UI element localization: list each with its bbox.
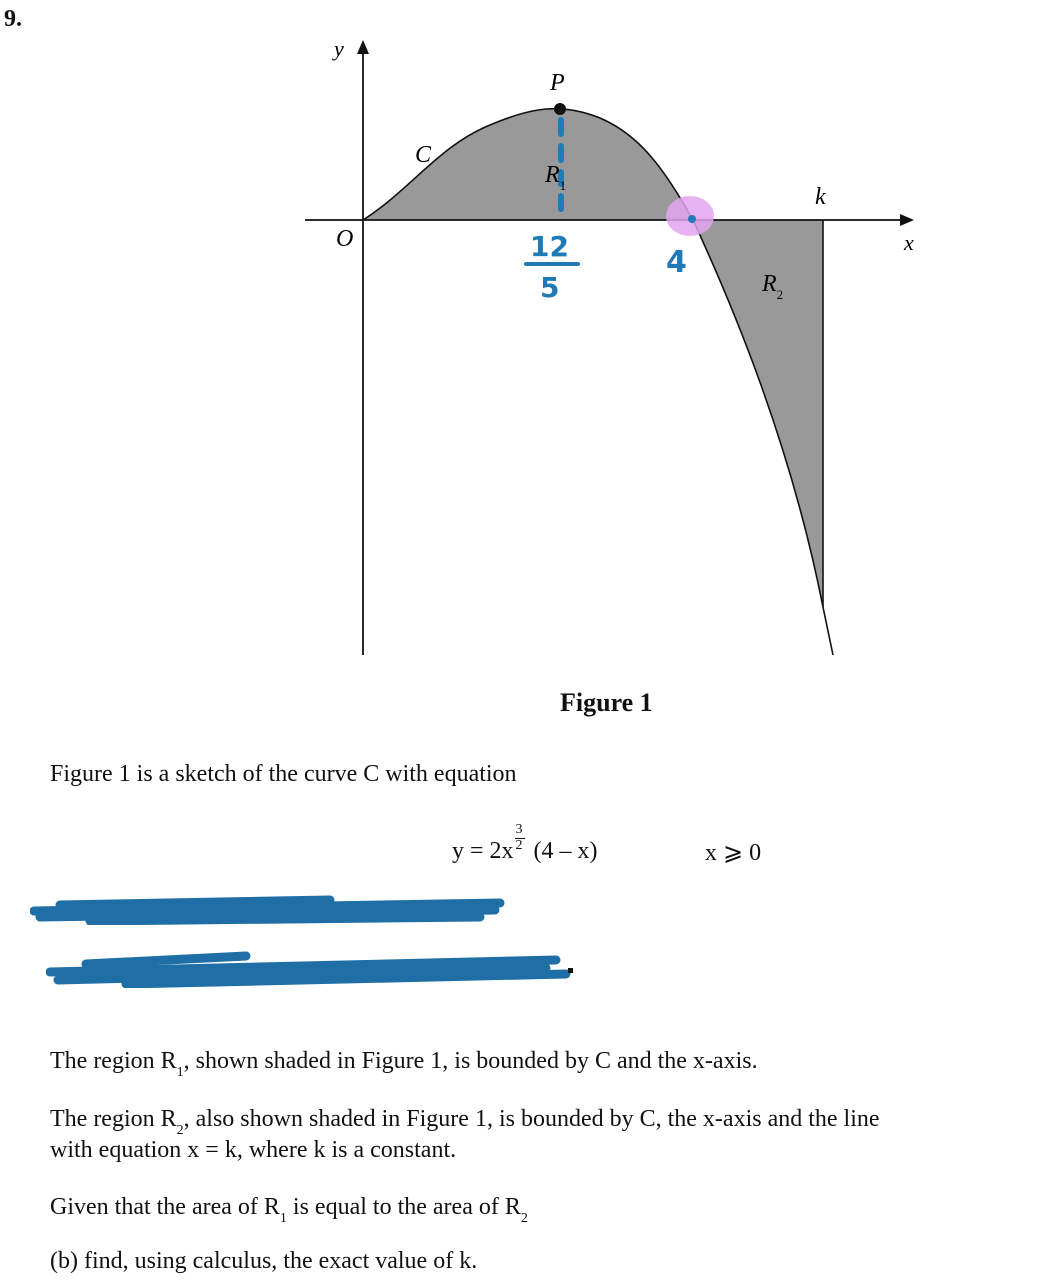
svg-text:5: 5 <box>540 271 560 304</box>
given-text: Given that the area of $R_1$ is equal to the area of $R_2$ <box>50 1194 528 1226</box>
part-b-text: (b) find, using calculus, the exact value of k. <box>50 1248 478 1274</box>
region1-text: The region $R_1$, shown shaded in Figure 1, is bounded by C and the x-axis. <box>50 1048 758 1080</box>
handwritten-fraction <box>526 230 578 304</box>
y-axis-arrow <box>357 40 369 54</box>
equation: y = 2x $\frac{3}{2}$ (4 – x) <box>452 822 598 864</box>
curve-label: C <box>415 142 432 168</box>
handwritten-root-4: 4 <box>666 245 687 280</box>
intro-text: Figure 1 is a sketch of the curve C with equation <box>50 761 517 787</box>
region2-label: $R_2$ <box>762 271 784 302</box>
point-p-label: P <box>550 70 565 96</box>
redaction-scribble-1 <box>30 895 505 925</box>
origin-label: O <box>336 226 354 252</box>
equation-condition: x ⩾ 0 <box>705 840 762 866</box>
x-axis-arrow <box>900 214 914 226</box>
x-axis-label: x <box>904 230 914 255</box>
point-p-dot <box>554 103 566 115</box>
question-number: 9. <box>4 6 22 32</box>
redaction-scribble-2 <box>46 950 586 988</box>
region2-text-line2: with equation x = k, where k is a constant. <box>50 1137 457 1163</box>
k-label: k <box>815 184 826 210</box>
region2-text: The region $R_2$, also shown shaded in Figure 1, is bounded by C, the x-axis and the line <box>50 1106 880 1138</box>
svg-text:12: 12 <box>530 230 569 263</box>
y-axis-label: y <box>334 36 344 61</box>
figure-caption: Figure 1 <box>560 688 653 717</box>
region1-label: $R_1$ <box>545 162 567 193</box>
root-point <box>688 215 696 223</box>
region-r2 <box>693 220 823 607</box>
region-r1 <box>363 109 693 220</box>
